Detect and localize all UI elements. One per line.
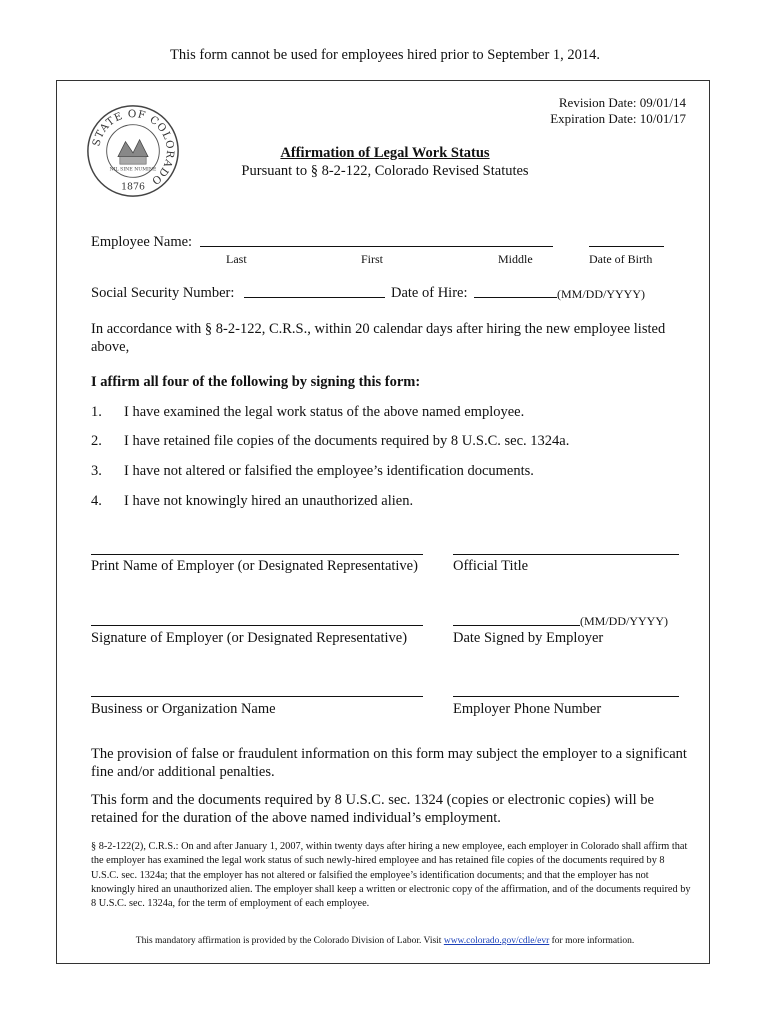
signature-label: Signature of Employer (or Designated Representative) (91, 630, 408, 646)
date-signed-line[interactable] (453, 625, 580, 626)
employee-name-line[interactable] (200, 246, 553, 247)
item-text: I have examined the legal work status of the above named employee. (124, 404, 525, 420)
expiration-date: Expiration Date: 10/01/17 (550, 111, 686, 126)
form-title: Affirmation of Legal Work Status (280, 145, 490, 161)
date-signed-format: (MM/DD/YYYY) (580, 614, 668, 628)
item-text: I have retained file copies of the documents required by 8 U.S.C. sec. 1324a. (124, 433, 570, 449)
form-subtitle: Pursuant to § 8-2-122, Colorado Revised Statutes (241, 163, 529, 179)
top-notice: This form cannot be used for employees hired prior to September 1, 2014. (169, 47, 601, 63)
ssn-line[interactable] (244, 297, 385, 298)
form-frame (56, 80, 710, 964)
print-name-label: Print Name of Employer (or Designated Representative) (91, 558, 418, 574)
phone-label: Employer Phone Number (453, 701, 602, 717)
official-title-line[interactable] (453, 554, 679, 555)
last-name-sublabel: Last (226, 252, 247, 266)
official-title-label: Official Title (453, 558, 529, 574)
penalty-warning: The provision of false or fraudulent information on this form may subject the employer to a significant fine and/or additional penalties. (91, 746, 687, 780)
seal-ring-text: STATE OF COLORADO (90, 108, 177, 188)
employee-name-label: Employee Name: (91, 234, 193, 250)
ssn-label: Social Security Number: (91, 285, 235, 301)
item-number: 2. (91, 433, 102, 449)
footer-note (0, 936, 770, 946)
retention-notice: This form and the documents required by 8 U.S.C. sec. 1324 (copies or electronic copies) will be retained for the duration of the above named individual’s employment. (91, 792, 654, 826)
intro-text: In accordance with § 8-2-122, C.R.S., within 20 calendar days after hiring the new employee listed above, (91, 321, 666, 355)
footer-text: This mandatory affirmation is provided by the Colorado Division of Labor. Visit (135, 936, 444, 946)
middle-name-sublabel: Middle (498, 252, 533, 266)
seal-year: 1876 (121, 181, 145, 193)
date-of-hire-line[interactable] (474, 297, 557, 298)
date-of-birth-line[interactable] (589, 246, 664, 247)
item-text: I have not knowingly hired an unauthorized alien. (124, 493, 414, 509)
statute-text: § 8-2-122(2), C.R.S.: On and after January 1, 2007, within twenty days after hiring a new employee, each employer in Colorado shall affirm that the employer has examined the legal work status of such newly-hired employee and has retained file copies of the documents required by 8 U.S.C. sec. 1324a; that the employer has not altered or falsified the employee’s identification documents; and that the employer has not knowingly hired an unauthorized alien. The employer shall keep a written or electronic copy of the affirmation, and of the documents required by 8 U.S.C. sec. 1324a, for the term of employment of each employee. (91, 841, 691, 910)
seal-motto: NIL SINE NUMINE (109, 167, 157, 173)
item-text: I have not altered or falsified the employee’s identification documents. (124, 463, 534, 479)
revision-date: Revision Date: 09/01/14 (558, 95, 686, 110)
footer-text-end: for more information. (549, 936, 635, 946)
footer-link[interactable]: www.colorado.gov/cdle/evr (443, 936, 550, 946)
item-number: 4. (91, 493, 102, 509)
business-name-line[interactable] (91, 696, 423, 697)
date-of-hire-label: Date of Hire: (391, 285, 468, 301)
affirm-heading: I affirm all four of the following by signing this form: (91, 374, 421, 390)
date-of-hire-format: (MM/DD/YYYY) (557, 287, 645, 301)
phone-line[interactable] (453, 696, 679, 697)
signature-line[interactable] (91, 625, 423, 626)
print-name-line[interactable] (91, 554, 423, 555)
item-number: 3. (91, 463, 102, 479)
business-name-label: Business or Organization Name (91, 701, 276, 717)
first-name-sublabel: First (361, 252, 384, 266)
date-of-birth-sublabel: Date of Birth (589, 252, 653, 266)
date-signed-label: Date Signed by Employer (453, 630, 604, 646)
item-number: 1. (91, 404, 102, 420)
